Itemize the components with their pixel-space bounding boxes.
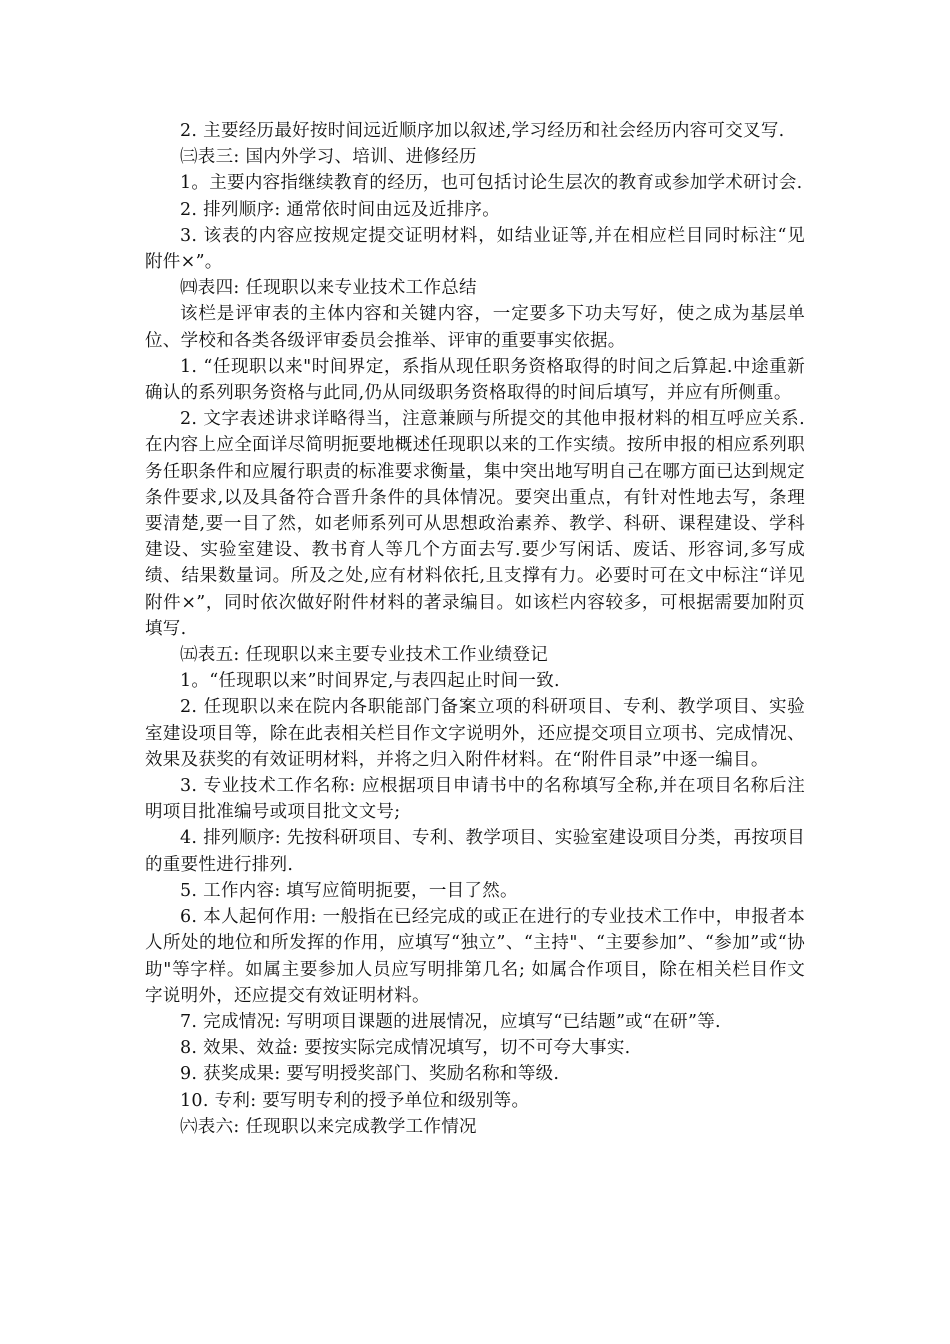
paragraph: 该栏是评审表的主体内容和关键内容，一定要多下功夫写好，使之成为基层单位、学校和各类各级评审委员会推举、评审的重要事实依据。: [145, 304, 805, 351]
paragraph: 6. 本人起何作用: 一般指在已经完成的或正在进行的专业技术工作中，申报者本人所处的地位和所发挥的作用，应填写“独立”、“主持"、“主要参加”、“参加”或“协助"等字样。如属主要参加人员应写明排第几名; 如属合作项目，除在相关栏目作文字说明外，还应提交有效证明材料。: [145, 907, 805, 1006]
section-heading: ㈤表五: 任现职以来主要专业技术工作业绩登记: [180, 645, 549, 666]
document-body: [145, 118, 805, 1140]
paragraph: 2. 主要经历最好按时间远近顺序加以叙述,学习经历和社会经历内容可交叉写.: [180, 121, 785, 141]
section-heading: ㈢表三: 国内外学习、培训、进修经历: [180, 147, 477, 168]
paragraph: 2. 排列顺序: 通常依时间由远及近排序。: [180, 199, 501, 220]
paragraph: 8. 效果、效益: 要按实际完成情况填写，切不可夸大事实.: [180, 1038, 631, 1059]
paragraph: 2. 文字表述讲求详略得当，注意兼顾与所提交的其他申报材料的相互呼应关系.在内容上应全面详尽简明扼要地概述任现职以来的工作实绩。按所申报的相应系列职务任职条件和应履行职责的标准要求衡量，集中突出地写明自己在哪方面已达到规定条件要求,以及具备符合晋升条件的具体情况。要突出重点，有针对性地去写，条理要清楚,要一目了然，如老师系列可从思想政治素养、教学、科研、课程建设、学科建设、实验室建设、教书育人等几个方面去写.要少写闲话、废话、形容词,多写成绩、结果数量词。所及之处,应有材料依托,且支撑有力。必要时可在文中标注“详见附件×”，同时依次做好附件材料的著录编目。如该栏内容较多，可根据需要加附页填写.: [145, 409, 805, 639]
section-heading: ㈣表四: 任现职以来专业技术工作总结: [180, 278, 477, 299]
section-heading: ㈥表六: 任现职以来完成教学工作情况: [180, 1116, 477, 1137]
paragraph: 1. “任现职以来"时间界定，系指从现任职务资格取得的时间之后算起.中途重新确认的系列职务资格与此同,仍从同级职务资格取得的时间后填写，并应有所侧重。: [145, 356, 805, 404]
paragraph: 3. 专业技术工作名称: 应根据项目申请书中的名称填写全称,并在项目名称后注明项目批准编号或项目批文文号;: [145, 776, 805, 823]
paragraph: 10. 专利: 要写明专利的授予单位和级别等。: [180, 1090, 530, 1111]
paragraph: 2. 任现职以来在院内各职能部门备案立项的科研项目、专利、教学项目、实验室建设项目等，除在此表相关栏目作文字说明外，还应提交项目立项书、完成情况、效果及获奖的有效证明材料，并将之归入附件材料。在“附件目录”中逐一编目。: [145, 697, 805, 770]
paragraph: 3. 该表的内容应按规定提交证明材料，如结业证等,并在相应栏目同时标注“见附件×”。: [145, 225, 805, 273]
paragraph: 7. 完成情况: 写明项目课题的进展情况，应填写“已结题”或“在研”等.: [180, 1011, 721, 1032]
paragraph: 1。主要内容指继续教育的经历，也可包括讨论生层次的教育或参加学术研讨会.: [180, 173, 803, 194]
paragraph: 4. 排列顺序: 先按科研项目、专利、教学项目、实验室建设项目分类，再按项目的重要性进行排列.: [145, 828, 805, 875]
paragraph: 9. 获奖成果: 要写明授奖部门、奖励名称和等级.: [180, 1064, 560, 1085]
paragraph: 5. 工作内容: 填写应简明扼要，一目了然。: [180, 880, 518, 901]
paragraph: 1。“任现职以来”时间界定,与表四起止时间一致.: [180, 671, 560, 692]
